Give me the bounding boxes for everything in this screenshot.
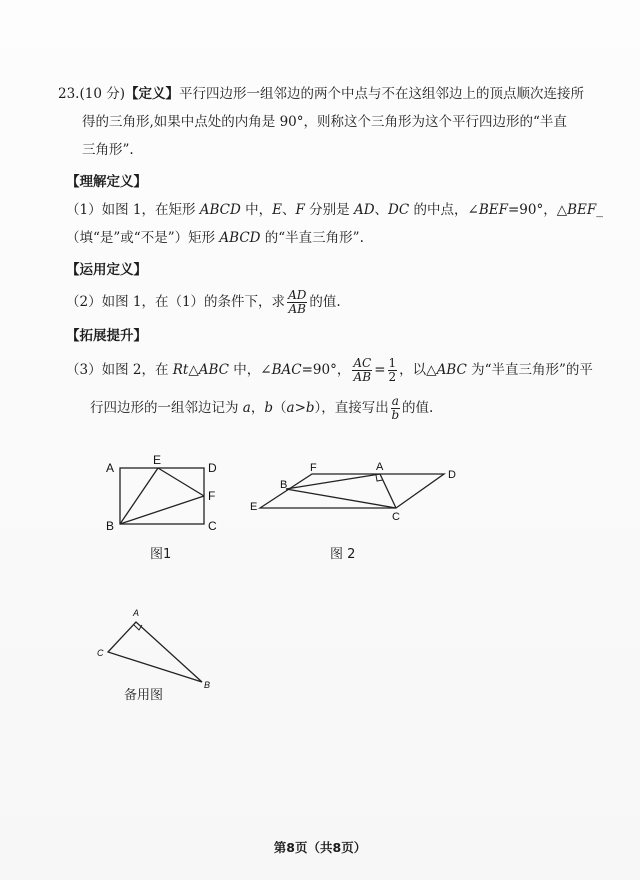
q3-abc: ABC bbox=[198, 362, 229, 378]
label-b: B bbox=[280, 479, 288, 491]
definition-tag: 【定义】 bbox=[125, 86, 179, 102]
problem-line-1 bbox=[58, 84, 584, 104]
label-c: C bbox=[208, 519, 217, 533]
q1-f: F bbox=[295, 202, 305, 218]
q3-text: ，以△ bbox=[399, 362, 437, 378]
q1-text: 、 bbox=[374, 202, 389, 218]
q3-text: = bbox=[374, 362, 386, 378]
q3-ratio-fraction bbox=[352, 357, 372, 384]
q3-text: 中，∠ bbox=[229, 362, 272, 378]
q1-text: 的“半直三角形”. bbox=[260, 230, 364, 246]
q1-abcd: ABCD bbox=[199, 202, 241, 218]
fraction-numerator: a bbox=[391, 394, 399, 408]
fraction-numerator: AD bbox=[288, 288, 307, 302]
fraction-numerator: 1 bbox=[388, 356, 397, 370]
label-f: F bbox=[310, 462, 317, 474]
q1-line-2 bbox=[66, 228, 364, 248]
q1-text: （1）如图 1，在矩形 bbox=[66, 202, 200, 218]
fraction-denominator: AB bbox=[353, 370, 372, 384]
segment-bc bbox=[286, 489, 396, 508]
q1-bef: BEF bbox=[478, 202, 508, 218]
segment-bf bbox=[120, 496, 204, 524]
q3-text: ， bbox=[250, 400, 265, 416]
q3-text: 行四边形的一组邻边记为 bbox=[90, 400, 243, 416]
label-e: E bbox=[153, 453, 162, 467]
fraction-denominator: b bbox=[391, 408, 400, 422]
label-a: A bbox=[376, 461, 384, 473]
q3-line-2 bbox=[90, 390, 433, 426]
problem-number: 23. bbox=[58, 86, 80, 102]
fraction-denominator: AB bbox=[288, 302, 306, 316]
section-extend: 【拓展提升】 bbox=[66, 328, 147, 344]
problem-line-3 bbox=[82, 140, 134, 160]
segment-ef bbox=[158, 468, 204, 496]
q3-text: （3）如图 2，在 bbox=[66, 362, 173, 378]
spare-figure-caption: 备用图 bbox=[124, 688, 164, 703]
label-e: E bbox=[250, 501, 258, 513]
segment-be bbox=[120, 468, 158, 524]
q3-line-1 bbox=[66, 352, 593, 388]
q1-line-1 bbox=[66, 200, 603, 220]
q3-text: 为“半直三角形”的平 bbox=[466, 362, 593, 378]
q1-e: E bbox=[272, 202, 282, 218]
q3-ab-fraction bbox=[391, 395, 400, 422]
figure-2-diagram bbox=[248, 456, 468, 526]
q1-text: 中， bbox=[240, 202, 273, 218]
q1-text: 的中点，∠ bbox=[409, 202, 479, 218]
label-a: A bbox=[133, 608, 140, 618]
label-c: C bbox=[392, 511, 400, 523]
label-c: C bbox=[97, 648, 104, 658]
fraction-numerator: AC bbox=[353, 356, 372, 370]
figure-2-caption: 图 2 bbox=[330, 547, 356, 562]
q3-a: a bbox=[286, 400, 295, 416]
q3-bac: BAC bbox=[271, 362, 302, 378]
q3-text: 的值. bbox=[401, 400, 434, 416]
fraction-denominator: 2 bbox=[388, 370, 397, 384]
q3-b: b bbox=[264, 400, 274, 416]
q1-text: =90°，△ bbox=[507, 202, 568, 218]
q1-bef: BEF bbox=[567, 202, 597, 218]
q2-fraction bbox=[287, 289, 307, 316]
q1-text: （填“是”或“不是”）矩形 bbox=[66, 230, 220, 246]
q2-line bbox=[66, 284, 341, 320]
label-d: D bbox=[448, 469, 456, 481]
definition-text-1: 平行四边形一组邻边的两个中点与不在这组邻边上的顶点顺次连接所 bbox=[179, 86, 584, 102]
q2-text: （2）如图 1，在（1）的条件下，求 bbox=[66, 294, 286, 310]
q1-ad: AD bbox=[353, 202, 375, 218]
problem-score: (10 分) bbox=[79, 86, 125, 102]
q3-text: =90°， bbox=[301, 362, 351, 378]
q1-text: 、 bbox=[282, 202, 296, 218]
q1-dc: DC bbox=[388, 202, 410, 218]
spare-figure-diagram bbox=[94, 604, 214, 690]
q1-answer-blank: _ bbox=[596, 202, 603, 218]
q3-abc: ABC bbox=[436, 362, 467, 378]
q3-text: △ bbox=[188, 362, 199, 378]
page-footer: 第8页（共8页） bbox=[273, 840, 367, 855]
q3-a: a bbox=[242, 400, 251, 416]
label-f: F bbox=[208, 489, 216, 503]
figure-1-caption: 图1 bbox=[150, 547, 172, 562]
triangle-abc bbox=[108, 622, 202, 682]
q3-half-fraction bbox=[388, 357, 398, 384]
q3-text: > bbox=[294, 400, 306, 416]
figure-1-diagram bbox=[100, 452, 230, 542]
rectangle-abcd bbox=[120, 468, 204, 524]
section-apply: 【运用定义】 bbox=[66, 262, 147, 278]
q3-rt: Rt bbox=[172, 362, 189, 378]
q3-text: ），直接写出 bbox=[314, 400, 389, 416]
q3-b: b bbox=[305, 400, 315, 416]
label-d: D bbox=[208, 461, 217, 475]
segment-ac bbox=[380, 474, 396, 508]
label-b: B bbox=[204, 680, 211, 690]
q3-text: （ bbox=[273, 400, 287, 416]
section-understand: 【理解定义】 bbox=[66, 174, 147, 190]
q1-abcd: ABCD bbox=[219, 230, 261, 246]
problem-line-2 bbox=[82, 112, 567, 132]
label-a: A bbox=[106, 461, 115, 475]
q2-text: 的值. bbox=[309, 294, 341, 310]
q1-text: 分别是 bbox=[304, 202, 354, 218]
label-b: B bbox=[106, 519, 115, 533]
definition-text-3: 三角形”. bbox=[82, 142, 134, 158]
definition-text-2: 得的三角形,如果中点处的内角是 90°，则称这个三角形为这个平行四边形的“半直 bbox=[82, 114, 567, 130]
